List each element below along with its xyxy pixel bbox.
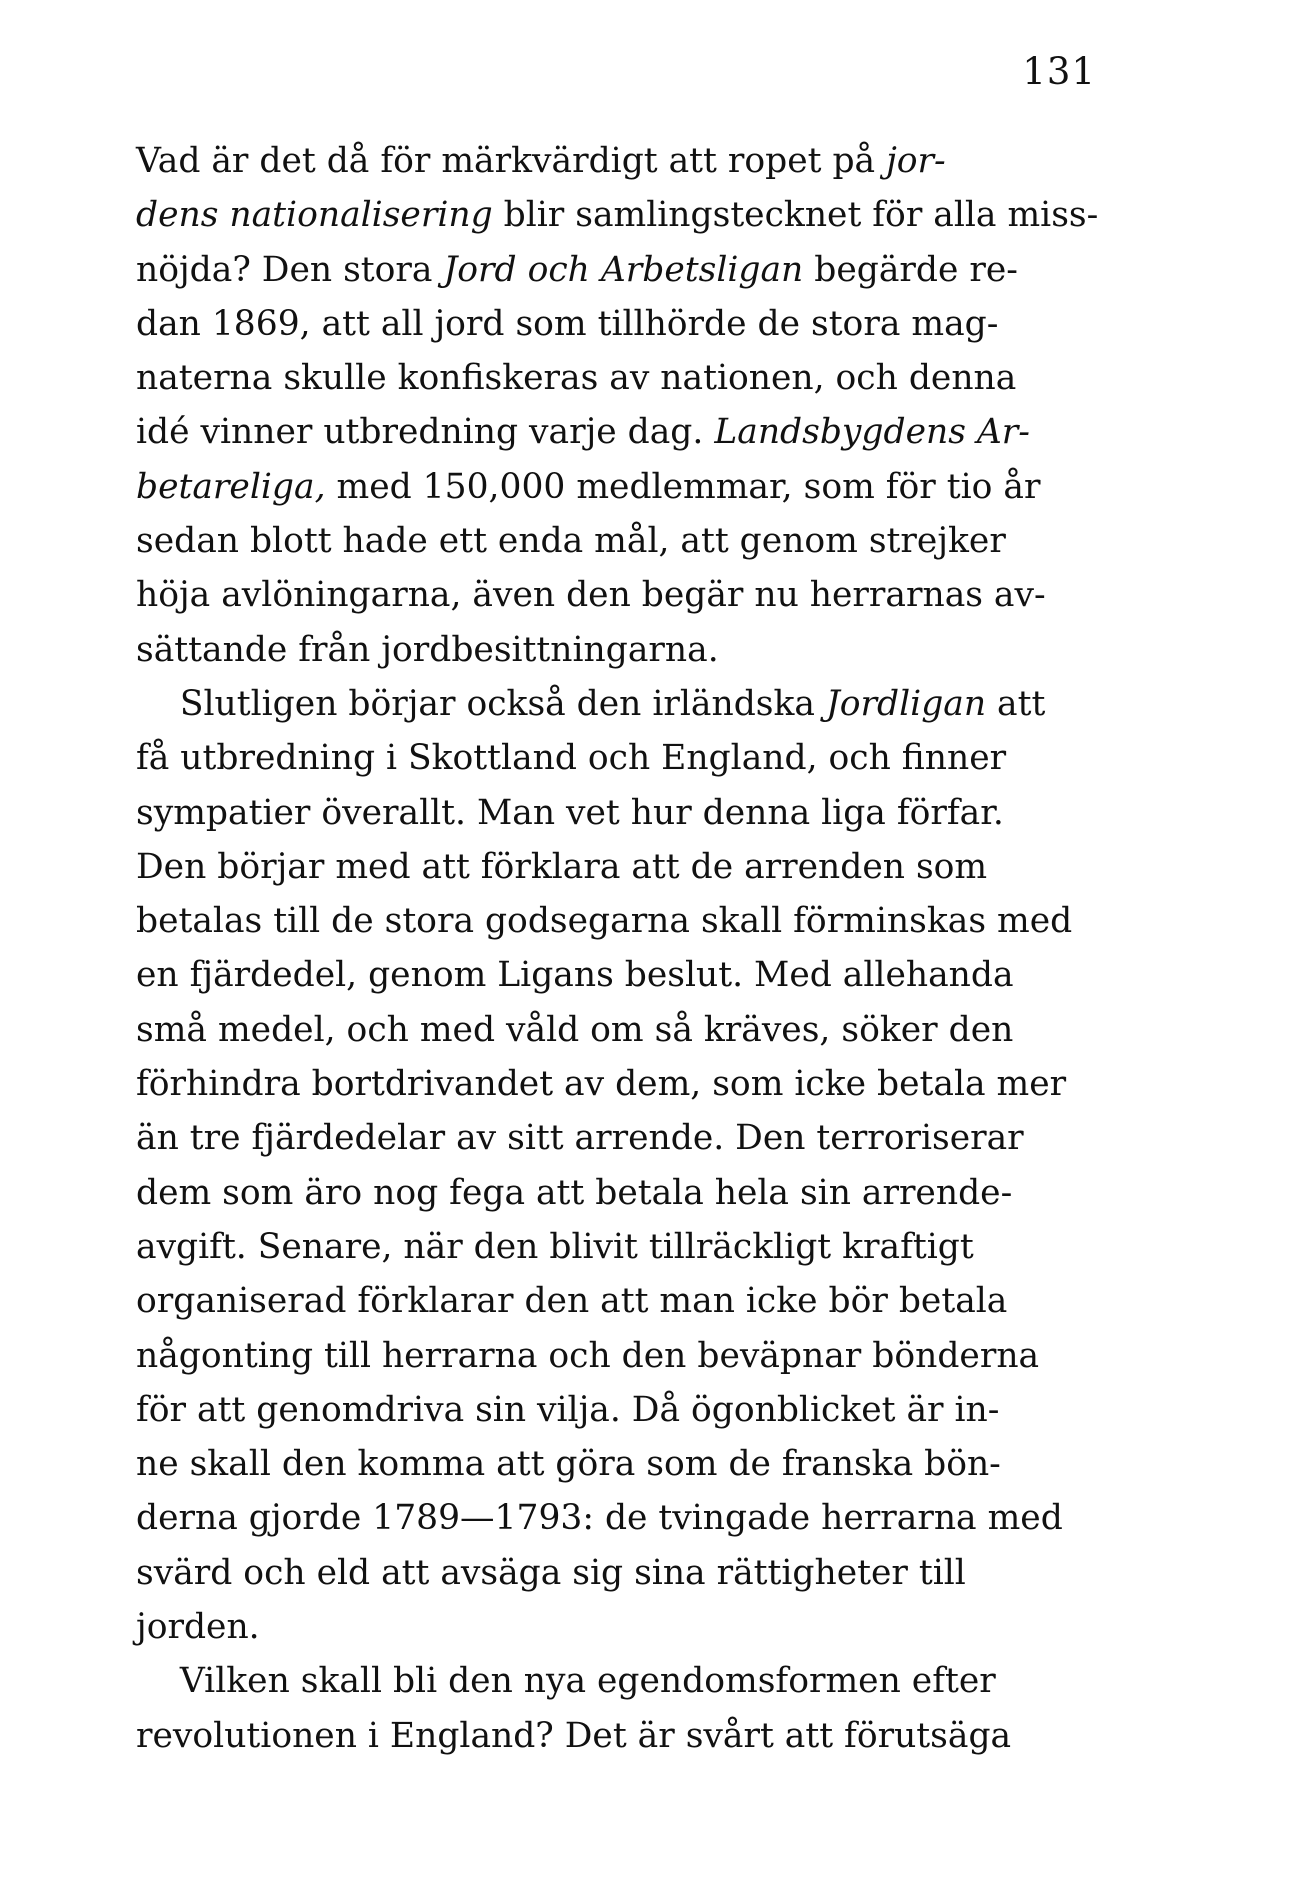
- text-segment: Vilken skall bli den nya egendomsformen efter: [136, 1661, 996, 1702]
- body-text: [136, 134, 1156, 1763]
- page-number: 131: [1022, 50, 1096, 93]
- text-line: [136, 1546, 1156, 1600]
- text-segment: blir samlingstecknet för alla miss-: [492, 195, 1099, 236]
- text-line: [136, 188, 1156, 242]
- text-line: [136, 297, 1156, 351]
- text-line: [136, 1383, 1156, 1437]
- text-segment: små medel, och med våld om så kräves, söker den: [136, 1009, 1014, 1050]
- italic-text-segment: betareliga,: [136, 466, 326, 507]
- text-segment: få utbredning i Skottland och England, och finner: [136, 738, 1007, 779]
- text-segment: naterna skulle konfiskeras av nationen, och denna: [136, 358, 1017, 399]
- text-line: [136, 623, 1156, 677]
- italic-text-segment: Jord och Arbetsligan: [443, 249, 804, 290]
- text-segment: idé vinner utbredning varje dag.: [136, 412, 715, 453]
- text-line: [136, 1057, 1156, 1111]
- text-segment: sättande från jordbesittningarna.: [136, 629, 719, 670]
- text-line: [136, 1166, 1156, 1220]
- text-segment: organiserad förklarar den att man icke bör betala: [136, 1281, 1008, 1322]
- text-line: [136, 243, 1156, 297]
- text-line: [136, 786, 1156, 840]
- italic-text-segment: jor-: [886, 141, 946, 181]
- text-line: [136, 1437, 1156, 1491]
- text-line: [136, 405, 1156, 459]
- text-line: [136, 1654, 1156, 1708]
- text-segment: förhindra bortdrivandet av dem, som icke betala mer: [136, 1064, 1067, 1105]
- italic-text-segment: dens nationalisering: [136, 195, 493, 236]
- text-segment: än tre fjärdedelar av sitt arrende. Den terroriserar: [136, 1118, 1024, 1159]
- text-line: [136, 568, 1156, 622]
- text-line: [136, 1003, 1156, 1057]
- text-line: [136, 1111, 1156, 1165]
- text-segment: avgift. Senare, när den blivit tillräckligt kraftigt: [136, 1226, 974, 1267]
- text-segment: nöjda? Den stora: [136, 249, 444, 290]
- text-segment: jorden.: [136, 1607, 260, 1648]
- text-segment: revolutionen i England? Det är svårt att förutsäga: [136, 1715, 1012, 1756]
- text-segment: Vad är det då för märkvärdigt att ropet på: [136, 141, 887, 181]
- text-segment: begärde re-: [803, 249, 1018, 290]
- text-segment: att: [986, 683, 1046, 724]
- text-segment: någonting till herrarna och den beväpnar bönderna: [136, 1335, 1040, 1376]
- text-line: [136, 677, 1156, 731]
- text-line: [136, 1709, 1156, 1763]
- text-line: [136, 1600, 1156, 1654]
- text-segment: Den börjar med att förklara att de arrenden som: [136, 846, 988, 887]
- text-segment: dem som äro nog fega att betala hela sin arrende-: [136, 1172, 1013, 1213]
- text-line: [136, 514, 1156, 568]
- text-segment: med 150,000 medlemmar, som för tio år: [325, 466, 1041, 507]
- text-line: [136, 731, 1156, 785]
- text-line: [136, 1491, 1156, 1545]
- text-line: [136, 894, 1156, 948]
- italic-text-segment: Jordligan: [825, 683, 987, 724]
- text-line: [136, 134, 1156, 188]
- text-line: [136, 460, 1156, 514]
- text-segment: dan 1869, att all jord som tillhörde de stora mag-: [136, 303, 999, 344]
- text-segment: höja avlöningarna, även den begär nu herrarnas av-: [136, 575, 1046, 616]
- text-segment: för att genomdriva sin vilja. Då ögonblicket är in-: [136, 1389, 1000, 1430]
- text-line: [136, 840, 1156, 894]
- text-line: [136, 1274, 1156, 1328]
- text-segment: sympatier överallt. Man vet hur denna liga förfar.: [136, 792, 1004, 833]
- text-segment: derna gjorde 1789—1793: de tvingade herrarna med: [136, 1498, 1063, 1539]
- text-segment: sedan blott hade ett enda mål, att genom strejker: [136, 521, 1006, 562]
- text-line: [136, 351, 1156, 405]
- text-line: [136, 1329, 1156, 1383]
- text-line: [136, 1220, 1156, 1274]
- text-segment: en fjärdedel, genom Ligans beslut. Med allehanda: [136, 955, 1014, 996]
- text-line: [136, 948, 1156, 1002]
- italic-text-segment: Landsbygdens Ar-: [714, 412, 1030, 453]
- text-segment: svärd och eld att avsäga sig sina rättigheter till: [136, 1552, 966, 1593]
- text-segment: Slutligen börjar också den irländska: [136, 683, 826, 724]
- text-segment: betalas till de stora godsegarna skall förminskas med: [136, 901, 1073, 942]
- text-segment: ne skall den komma att göra som de franska bön-: [136, 1444, 1001, 1485]
